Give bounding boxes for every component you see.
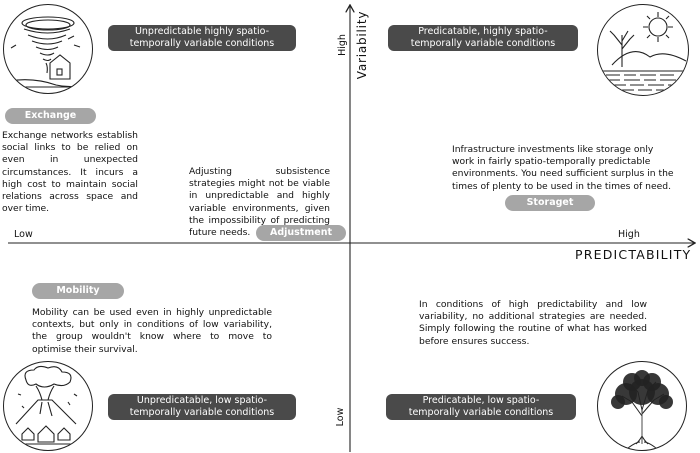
- storage-description: Infrastructure investments like storage only work in fairly spatio-temporally predictable environments. You need sufficient surplus in the times of plenty to be used in the times of need.: [452, 144, 674, 192]
- adjustment-description: Adjusting subsistence strategies might not be viable in unpredictable and highly variable environments, given the impossibility of predicting future needs.: [189, 166, 330, 239]
- y-axis-title: Variability: [355, 10, 369, 80]
- exchange-label: Exchange: [5, 108, 96, 124]
- tree-icon: [597, 361, 687, 451]
- x-axis-high-label: High: [618, 229, 640, 240]
- x-axis-title: PREDICTABILITY: [575, 247, 692, 262]
- top-left-quadrant-banner: Unpredictable highly spatio- temporally variable conditions: [108, 25, 296, 51]
- y-axis-high-label: High: [337, 34, 348, 56]
- adjustment-label: Adjustment: [256, 225, 346, 241]
- routine-description: In conditions of high predictability and low variability, no additional strategies are needed. Simply following the routine of what has worked before ensures success.: [419, 299, 647, 347]
- tornado-house-icon: [3, 4, 93, 94]
- top-right-quadrant-banner: Predicatable, highly spatio- temporally variable conditions: [388, 25, 578, 51]
- exchange-description: Exchange networks establish social links to be relied on even in unexpected circumstances. It incurs a high cost to maintain social relations across space and over time.: [2, 130, 138, 215]
- mobility-label: Mobility: [32, 283, 124, 299]
- mobility-description: Mobility can be used even in highly unpredictable contexts, but only in conditions of low variability, the group wouldn't know where to move to optimise their survival.: [32, 307, 272, 355]
- bottom-left-quadrant-banner: Unpredicatable, low spatio- temporally variable conditions: [108, 394, 296, 420]
- bottom-right-quadrant-banner: Predicatable, low spatio- temporally variable conditions: [386, 394, 576, 420]
- drought-sun-icon: [597, 4, 689, 96]
- y-axis-low-label: Low: [335, 407, 346, 427]
- storage-label: Storaget: [505, 195, 595, 211]
- volcano-village-icon: [3, 361, 93, 451]
- x-axis-low-label: Low: [14, 229, 33, 240]
